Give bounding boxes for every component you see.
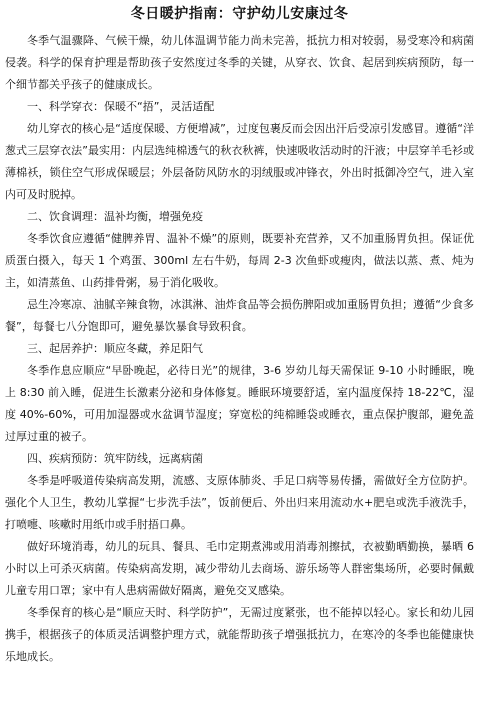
section-paragraph: 冬季饮食应遵循“健脾养胃、温补不燥”的原则，既要补充营养，又不加重肠胃负担。保证优质蛋白摄入，每天 1 个鸡蛋、300ml 左右牛奶，每周 2-3 次鱼虾或瘦肉，做法以蒸、煮、炖为主，如清蒸鱼、山药排骨粥，易于消化吸收。 — [5, 232, 474, 289]
section-heading: 一、科学穿衣：保暖不“捂”，灵活适配 — [27, 100, 215, 113]
section-heading: 四、疾病预防：筑牢防线，远离病菌 — [27, 452, 203, 465]
section-diet — [5, 206, 474, 338]
section-paragraph: 冬季作息应顺应“早卧晚起，必待日光”的规律，3-6 岁幼儿每天需保证 9-10 小时睡眠，晚上 8:30 前入睡，促进生长激素分泌和身体修复。睡眠环境要舒适，室内温度保持 18-22℃，湿度 40%-60%，可用加湿器或水盆调节湿度；穿宽松的纯棉睡袋或睡衣，重点保护腹部，避免盖过厚过重的被子。 — [5, 364, 474, 443]
section-prevention — [5, 448, 474, 602]
article-title: 冬日暖护指南：守护幼儿安康过冬 — [130, 6, 349, 22]
section-paragraph: 冬季是呼吸道传染病高发期，流感、支原体肺炎、手足口病等易传播，需做好全方位防护。强化个人卫生，教幼儿掌握“七步洗手法”，饭前便后、外出归来用流动水+肥皂或洗手液洗手，打喷嚏、咳嗽时用纸巾或手肘捂口鼻。 — [5, 474, 474, 531]
section-paragraph: 做好环境消毒，幼儿的玩具、餐具、毛巾定期煮沸或用消毒剂擦拭，衣被勤晒勤换，暴晒 6 小时以上可杀灭病菌。传染病高发期，减少带幼儿去商场、游乐场等人群密集场所，必要时佩戴儿童专用口罩；家中有人患病需做好隔离，避免交叉感染。 — [5, 540, 474, 597]
closing-paragraph: 冬季保育的核心是“顺应天时、科学防护”，无需过度紧张，也不能掉以轻心。家长和幼儿园携手，根据孩子的体质灵活调整护理方式，就能帮助孩子增强抵抗力，在寒冷的冬季也能健康快乐地成长。 — [5, 606, 474, 663]
section-clothing — [5, 96, 474, 206]
section-heading: 二、饮食调理：温补均衡，增强免疫 — [27, 210, 203, 223]
section-paragraph: 忌生冷寒凉、油腻辛辣食物，冰淇淋、油炸食品等会损伤脾阳或加重肠胃负担；遵循“少食多餐”，每餐七八分饱即可，避免暴饮暴食导致积食。 — [5, 298, 474, 333]
section-paragraph: 幼儿穿衣的核心是“适度保暖、方便增减”，过度包裹反而会因出汗后受凉引发感冒。遵循“洋葱式三层穿衣法”最实用：内层选纯棉透气的秋衣秋裤，快速吸收活动时的汗液；中层穿羊毛衫或薄棉袄，锁住空气形成保暖层；外层备防风防水的羽绒服或冲锋衣，外出时抵御冷空气，进入室内可及时脱掉。 — [5, 122, 474, 201]
section-routine — [5, 338, 474, 448]
section-heading: 三、起居养护：顺应冬藏，养足阳气 — [27, 342, 203, 355]
intro-paragraph: 冬季气温骤降、气候干燥，幼儿体温调节能力尚未完善，抵抗力相对较弱，易受寒冷和病菌侵袭。科学的保育护理是帮助孩子安然度过冬季的关键，从穿衣、饮食、起居到疾病预防，每一个细节都关乎孩子的健康成长。 — [5, 34, 474, 91]
